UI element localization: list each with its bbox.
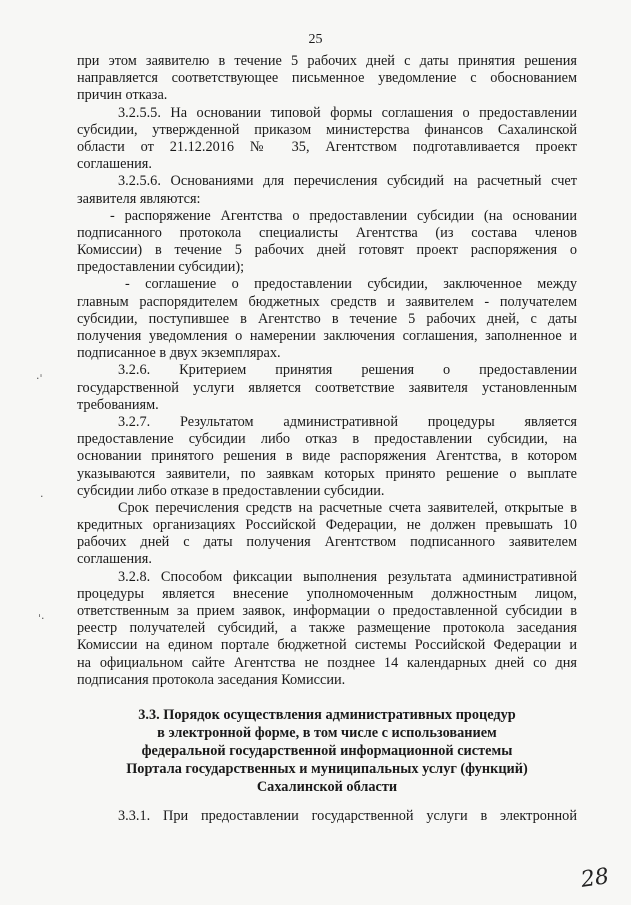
- text-line: кредитных организациях Российской Федерации, не должен превышать 10: [77, 517, 577, 534]
- text-line: подписанного протокола специалисты Агентства (из состава членов: [77, 224, 577, 241]
- text-line: Срок перечисления средств на расчетные счета заявителей, открытые в: [118, 499, 577, 516]
- text-line: подписания протокола заседания Комиссии.: [77, 671, 346, 688]
- text-line: Комиссии на едином портале бюджетной системы Российской Федерации и: [77, 637, 577, 654]
- paragraph: [77, 208, 577, 277]
- text-line: процедуры является внесение уполномоченным должностным лицом,: [77, 585, 577, 602]
- text-line: при этом заявителю в течение 5 рабочих дней с даты принятия решения: [77, 53, 577, 69]
- text-line: соглашения.: [77, 156, 152, 173]
- paragraph: [77, 808, 577, 825]
- text-line: предоставлении субсидии);: [77, 259, 245, 276]
- text-line: Комиссии) в течение 5 рабочих дней готовят проект распоряжения о: [77, 242, 577, 259]
- paragraph: [77, 362, 577, 414]
- text-line: 3.2.5.6. Основаниями для перечисления субсидий на расчетный счет: [118, 173, 577, 190]
- text-line: - распоряжение Агентства о предоставлении субсидии (на основании: [110, 207, 577, 224]
- text-line: предоставление субсидии либо отказ в предоставлении субсидии, на: [77, 431, 577, 448]
- document-body: [77, 53, 577, 825]
- text-line: субсидии, утвержденной приказом министерства финансов Сахалинской: [77, 121, 577, 138]
- text-line: на официальном сайте Агентства не позднее 14 календарных дней со дня: [77, 654, 577, 671]
- paragraph: [77, 500, 577, 569]
- text-line: подписанное в двух экземплярах.: [77, 345, 281, 362]
- text-line: 3.2.8. Способом фиксации выполнения результата административной: [118, 568, 577, 585]
- heading-line: в электронной форме, в том числе с использованием: [157, 724, 497, 741]
- text-line: направляется соответствующее письменное уведомление с обоснованием: [77, 70, 577, 87]
- margin-mark: ·: [40, 490, 44, 503]
- text-line: соглашения.: [77, 551, 152, 568]
- text-line: главным распорядителем бюджетных средств и заявителем - получателем: [77, 293, 577, 310]
- text-line: ответственным за прием заявок, информации о предоставленной субсидии в: [77, 603, 577, 619]
- paragraph: [77, 105, 577, 174]
- text-line: - соглашение о предоставлении субсидии, заключенное между: [125, 276, 577, 293]
- text-line: субсидии, поступившее в Агентство в течение 5 рабочих дней, с даты: [77, 310, 577, 327]
- text-line: 3.2.6. Критерием принятия решения о предоставлении: [118, 362, 577, 379]
- text-line: субсидии либо отказе в предоставлении субсидии.: [77, 482, 385, 499]
- text-line: реестр получателей субсидий, а также размещение протокола заседания: [77, 620, 577, 637]
- paragraph: [77, 276, 577, 362]
- heading-line: федеральной государственной информационной системы: [141, 742, 513, 759]
- text-line: требованиям.: [77, 396, 159, 413]
- text-line: получения уведомления о намерении заключения соглашения, заполненное и: [77, 328, 577, 344]
- paragraph: [77, 569, 577, 689]
- text-line: основании принятого решения в виде распоряжения Агентства, в котором: [77, 448, 577, 465]
- page-number: 25: [308, 32, 323, 47]
- text-line: области от 21.12.2016 № 35, Агентством подготавливается проект: [77, 138, 577, 155]
- margin-mark: ·ˈ: [36, 372, 43, 385]
- text-line: рабочих дней с даты получения Агентством подписанного заявителем: [77, 534, 577, 551]
- section-heading: [77, 706, 577, 796]
- handwritten-page-number: 28: [579, 864, 611, 893]
- heading-line: 3.3. Порядок осуществления административных процедур: [138, 706, 516, 723]
- text-line: 3.3.1. При предоставлении государственной услуги в электронной: [118, 807, 577, 824]
- heading-line: Сахалинской области: [256, 778, 398, 795]
- text-line: заявителя являются:: [77, 190, 201, 207]
- margin-mark: ˈ·: [38, 612, 45, 625]
- text-line: 3.2.5.5. На основании типовой формы соглашения о предоставлении: [118, 104, 577, 121]
- paragraph: [77, 414, 577, 500]
- paragraph: [77, 53, 577, 105]
- heading-line: Портала государственных и муниципальных услуг (функций): [126, 760, 528, 777]
- text-line: причин отказа.: [77, 87, 168, 104]
- text-line: 3.2.7. Результатом административной процедуры является: [118, 413, 577, 430]
- text-line: государственной услуги является соответствие заявителя установленным: [77, 379, 577, 396]
- text-line: указываются заявители, по заявкам которых принято решение о выплате: [77, 465, 577, 482]
- paragraph: [77, 173, 577, 207]
